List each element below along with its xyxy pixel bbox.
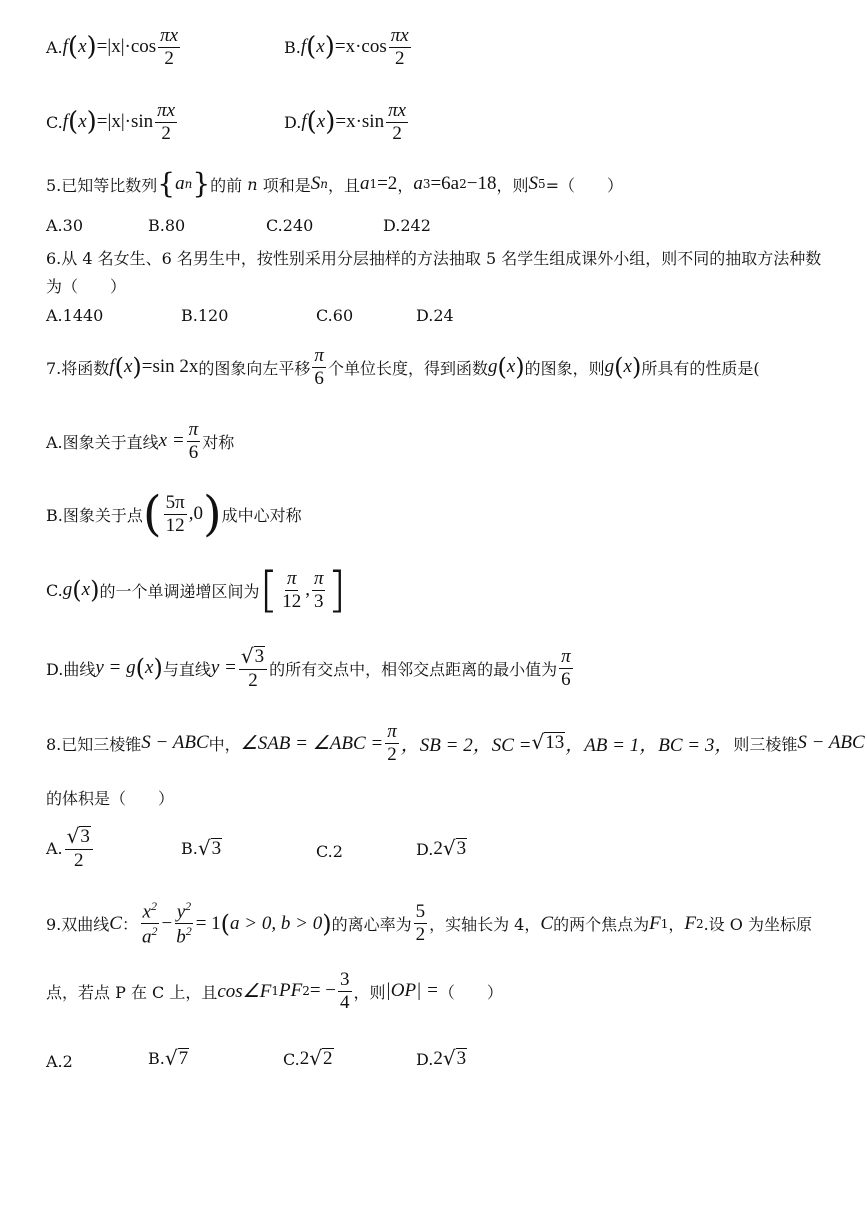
q4-b-fraction: $\frac{\pi x}{2}$ <box>390 25 409 69</box>
q8-option-a: A. √ 3 2 <box>46 826 95 871</box>
q5-option-d: D.242 <box>383 216 431 235</box>
q4-option-d: D. f ( x ) =x·sin $\frac{\pi x}{2}$ <box>284 100 407 144</box>
q9-stem: 9.双曲线 C ： $\frac{x^2}{a^2}$ − $\frac{y^2}{b^2}$ = 1 ( a > 0, b > 0 ) 的离心率为 $\frac{5}{2}$ ，实轴长为 4， C 的两个焦点为 F 1 ， F 2 .设 O 为坐标原 <box>46 899 812 948</box>
q6-stem-line2: 为（ ） <box>46 277 127 296</box>
q6-option-a: A.1440 <box>46 306 104 325</box>
q7-stem: 7.将函数 f ( x ) =sin 2x 的图象向左平移 $\frac{\pi}{6}$ 个单位长度，得到函数 g ( x ) 的图象，则 g ( x ) 所具有的性质是( <box>46 345 760 389</box>
q5-option-b: B.80 <box>148 216 186 235</box>
q6-option-d: D.24 <box>416 306 454 325</box>
q5-option-c: C.240 <box>266 216 314 235</box>
q8-option-c: C.2 <box>316 842 343 861</box>
q9-option-a: A.2 <box>46 1052 73 1071</box>
q4-option-b: B. f ( x ) =x·cos $\frac{\pi x}{2}$ <box>284 25 409 69</box>
q5-option-a: A.30 <box>46 216 83 235</box>
q8-option-d: D. 2 √ 3 <box>416 836 467 861</box>
q4-d-fraction: $\frac{\pi x}{2}$ <box>388 100 407 144</box>
q7-option-b: B.图象关于点 ( $\frac{5\pi}{12}$ ,0 ) 成中心对称 <box>46 486 302 542</box>
q4-option-a: A. f ( x ) =|x|·cos $\frac{\pi x}{2}$ <box>46 25 179 69</box>
q9-option-d: D. 2 √ 3 <box>416 1046 467 1071</box>
q9-stem-line2: 点，若点 P 在 C 上，且 cos∠F 1 PF 2 = − $\frac{3}{4}$ ，则 |OP| = （ ） <box>46 969 503 1013</box>
q6-stem-line1: 6.从 4 名女生、6 名男生中，按性别采用分层抽样的方法抽取 5 名学生组成课外小组，则不同的抽取方法种数 <box>46 249 822 268</box>
q8-option-b: B. √ 3 <box>181 836 222 860</box>
q7-option-c: C. g ( x ) 的一个单调递增区间为 [ $\frac{\pi}{12}$ , $\frac{\pi}{3}$ ] <box>46 562 347 618</box>
q7-option-a: A.图象关于直线 x = $\frac{\pi}{6}$ 对称 <box>46 419 235 463</box>
q4-a-fraction: $\frac{\pi x}{2}$ <box>160 25 179 69</box>
q8-stem-line2: 的体积是（ ） <box>46 789 175 808</box>
q4-c-fraction: $\frac{\pi x}{2}$ <box>157 100 176 144</box>
q6-option-b: B.120 <box>181 306 229 325</box>
q9-option-c: C. 2 √ 2 <box>283 1046 333 1071</box>
q6-option-c: C.60 <box>316 306 354 325</box>
q5-stem: 5.已知等比数列 { a n } 的前 n 项和是 S n ，且 a 1 =2 ， a 3 =6a 2 −18 ，则 S 5 =（ ） <box>46 167 624 200</box>
q4-option-c: C. f ( x ) =|x|·sin $\frac{\pi x}{2}$ <box>46 100 176 144</box>
q8-stem: 8.已知三棱锥 S − ABC 中， ∠SAB = ∠ABC = $\frac{\pi}{2}$ ，SB = 2，SC = √ 13 ，AB = 1，BC = 3， 则三棱锥 S − ABC <box>46 721 865 765</box>
q7-option-d: D.曲线 y = g ( x ) 与直线 y = √ 3 2 的所有交点中，相邻交点距离的最小值为 $\frac{\pi}{6}$ <box>46 644 571 691</box>
q9-option-b: B. √ 7 <box>148 1046 189 1070</box>
